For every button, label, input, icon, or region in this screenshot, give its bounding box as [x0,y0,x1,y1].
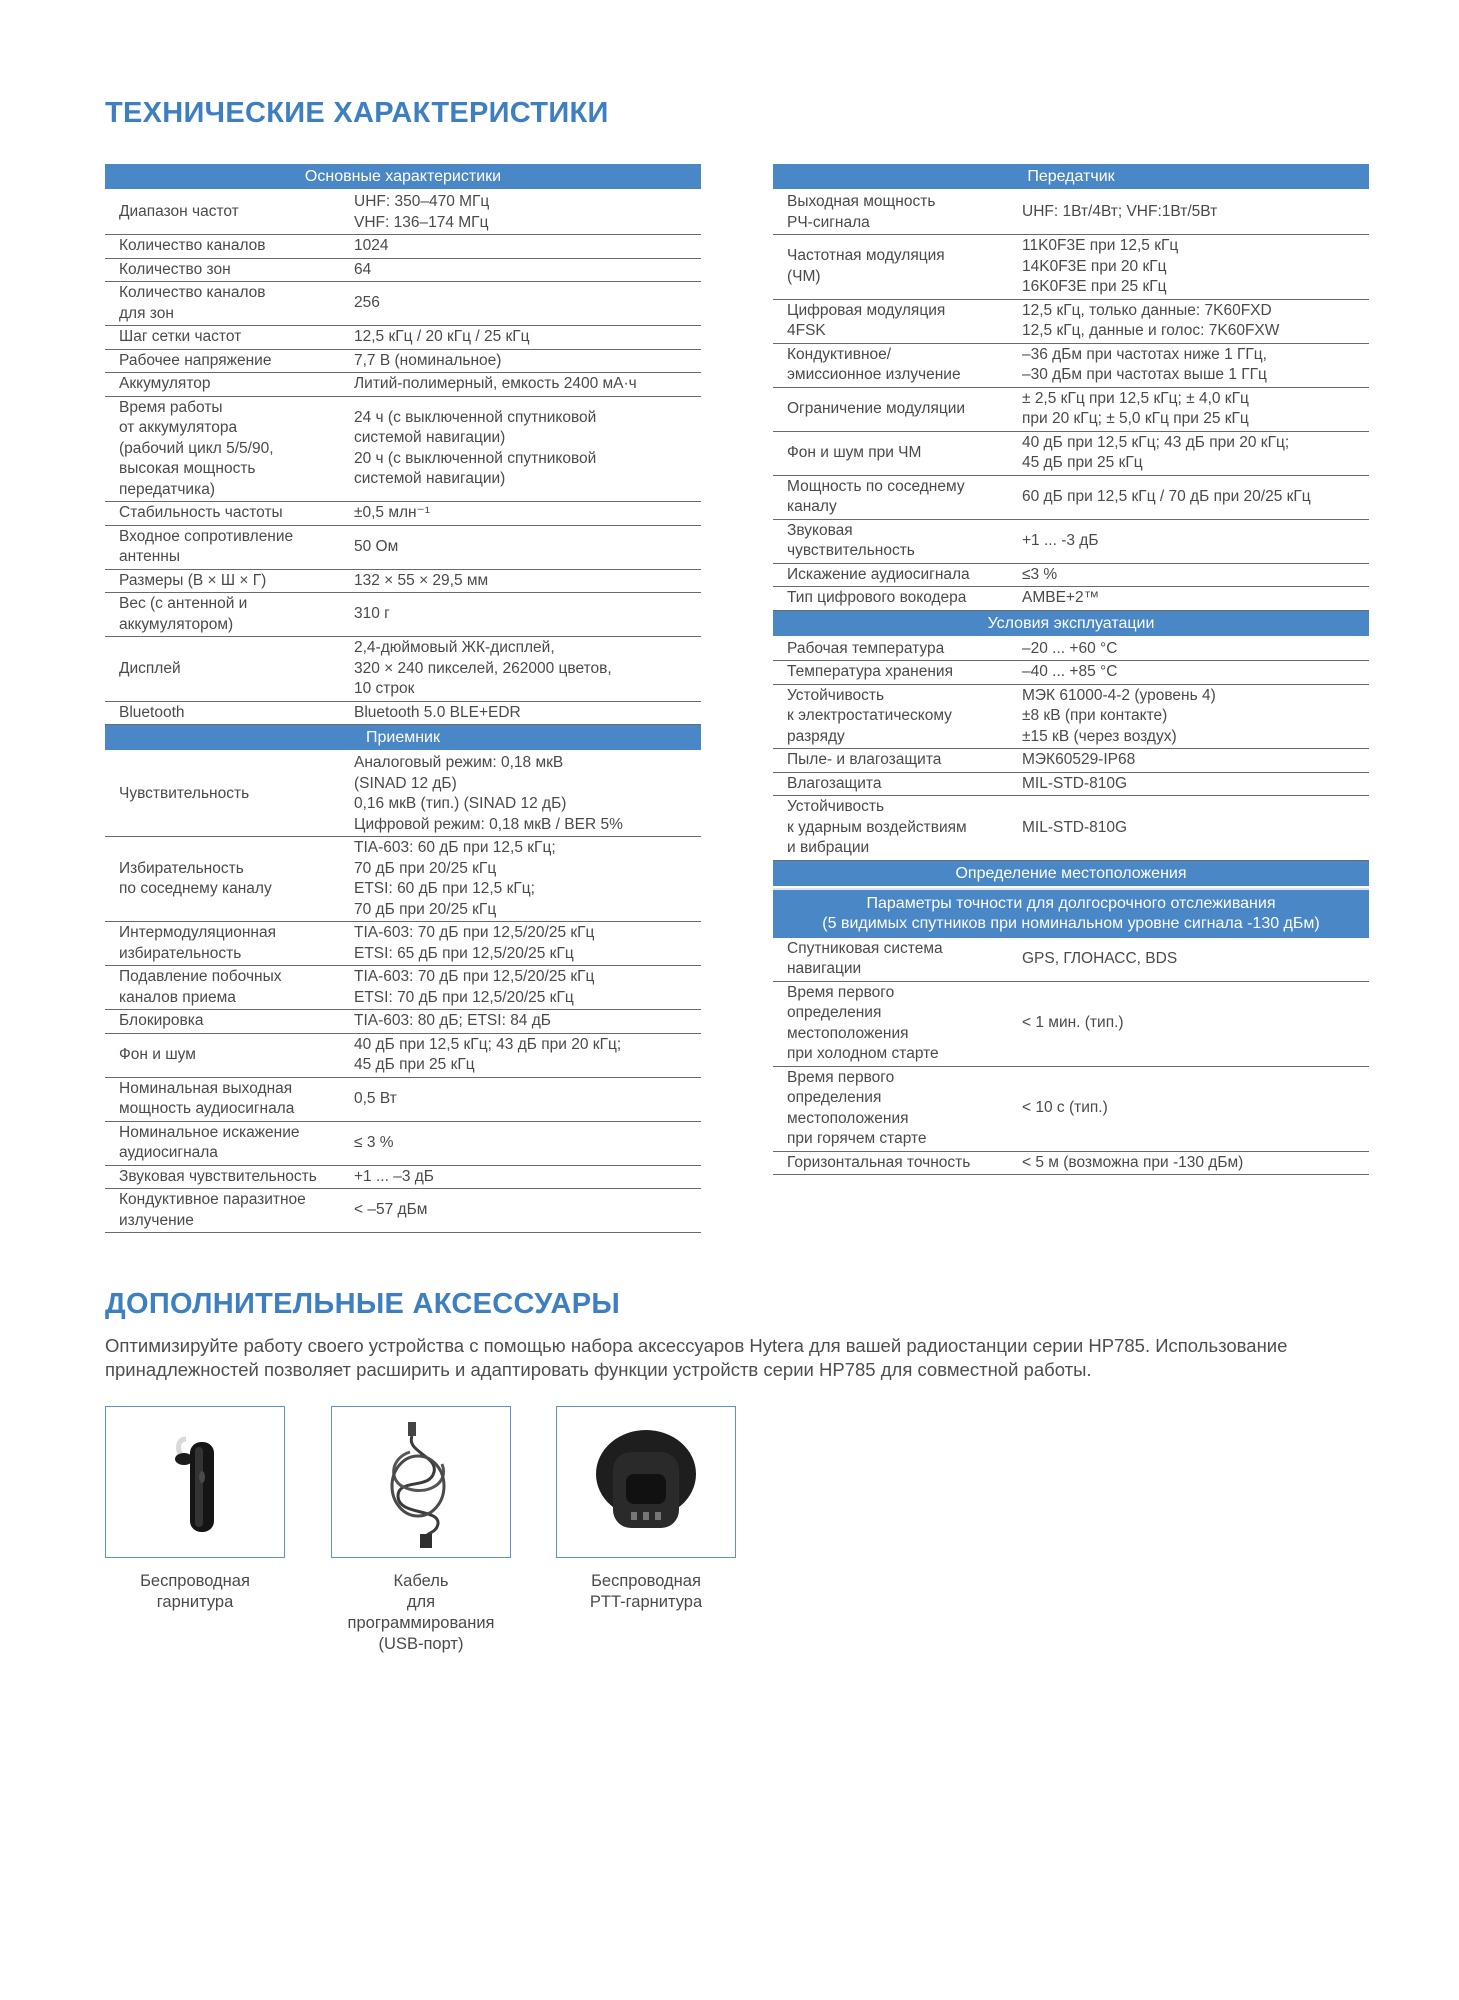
spec-value: 310 г [354,605,390,623]
spec-name: Рабочая температура [787,639,945,657]
table-environment [773,638,1369,861]
spec-value: –36 дБм при частотах ниже 1 ГГц, –30 дБм при частотах выше 1 ГГц [1022,345,1267,383]
table-row [105,526,701,570]
table-row [105,373,701,397]
table-row [105,259,701,283]
spec-name: Стабильность частоты [119,504,283,521]
spec-name: Номинальная выходная мощность аудиосигнала [119,1079,295,1117]
spec-name: Время работы от аккумулятора (рабочий цикл 5/5/90, высокая мощность передатчика) [119,398,274,498]
table-row [105,282,701,326]
section-header-transmitter: Передатчик [773,164,1369,191]
table-row [105,637,701,702]
section-header-location: Определение местоположения [773,861,1369,888]
spec-value: Литий-полимерный, емкость 2400 мА·ч [354,375,637,392]
spec-name: Аккумулятор [119,375,211,392]
table-row [773,587,1369,611]
spec-value: ≤ 3 % [354,1133,394,1151]
table-receiver [105,752,701,1233]
spec-value: 40 дБ при 12,5 кГц; 43 дБ при 20 кГц; 45 дБ при 25 кГц [354,1035,622,1073]
spec-name: Входное сопротивление антенны [119,527,294,565]
spec-name: Рабочее напряжение [119,351,272,369]
table-row [773,300,1369,344]
table-row [105,350,701,374]
spec-value: TIA-603: 70 дБ при 12,5/20/25 кГц ETSI: 65 дБ при 12,5/20/25 кГц [354,924,595,962]
spec-value: 64 [354,260,372,278]
spec-name: Bluetooth [119,703,185,721]
spec-name: Температура хранения [787,663,953,680]
spec-name: Ограничение модуляции [787,399,966,417]
specs-column-right [773,164,1369,1175]
spec-value: AMBE+2™ [1022,589,1100,606]
spec-name: Цифровая модуляция 4FSK [787,301,946,339]
table-row [105,502,701,526]
spec-name: Тип цифрового вокодера [787,589,967,606]
table-row [105,326,701,350]
spec-value: +1 ... -3 дБ [1022,531,1099,549]
spec-value: MIL-STD-810G [1022,774,1128,792]
section-header-main: Основные характеристики [105,164,701,191]
spec-name: Время первого определения местоположения при горячем старте [787,1068,927,1147]
spec-value: Аналоговый режим: 0,18 мкВ (SINAD 12 дБ) 0,16 мкВ (тип.) (SINAD 12 дБ) Цифровой режим: 0,18 мкВ / BER 5% [354,754,623,833]
table-row [105,191,701,235]
spec-value: 40 дБ при 12,5 кГц; 43 дБ при 20 кГц; 45 дБ при 25 кГц [1022,433,1290,471]
table-row [773,638,1369,662]
spec-value: 256 [354,294,380,312]
spec-name: Кондуктивное/ эмиссионное излучение [787,345,961,383]
spec-value: 24 ч (с выключенной спутниковой системой навигации) 20 ч (с выключенной спутниковой системой навигации) [354,408,597,488]
table-row [773,235,1369,300]
table-row [773,432,1369,476]
table-row [773,982,1369,1067]
spec-name: Время первого определения местоположения при холодном старте [787,983,939,1062]
spec-name: Блокировка [119,1012,204,1029]
table-row [773,1152,1369,1176]
section-header-receiver: Приемник [105,725,701,752]
table-row [773,344,1369,388]
spec-value: 132 × 55 × 29,5 мм [354,571,489,589]
table-row [773,520,1369,564]
spec-value: < 10 с (тип.) [1022,1099,1108,1117]
spec-value: MIL-STD-810G [1022,818,1128,836]
spec-name: Размеры (В × Ш × Г) [119,571,267,589]
spec-name: Звуковая чувствительность [119,1167,317,1185]
spec-value: 60 дБ при 12,5 кГц / 70 дБ при 20/25 кГц [1022,487,1311,505]
spec-name: Спутниковая система навигации [787,939,943,977]
section-header-environment: Условия эксплуатации [773,611,1369,638]
table-row [105,702,701,726]
table-main [105,191,701,725]
table-row [773,685,1369,750]
spec-value: 12,5 кГц, только данные: 7K60FXD 12,5 кГц, данные и голос: 7K60FXW [1022,301,1280,339]
table-row [105,570,701,594]
table-row [105,837,701,922]
table-row [105,752,701,837]
table-location [773,938,1369,1176]
spec-name: Количество каналов для зон [119,284,266,322]
spec-value: GPS, ГЛОНАСС, BDS [1022,949,1178,967]
accessories-intro: Оптимизируйте работу своего устройства с помощью набора аксессуаров Hytera для вашей радиостанции серии HP785. Использование принадлежностей позволяет расширить и адаптировать функции устройств серии HP785 для совместной работы. [105,1335,1288,1380]
table-row [105,1034,701,1078]
table-row [773,564,1369,588]
spec-value: –40 ... +85 °C [1022,663,1118,680]
spec-value: TIA-603: 60 дБ при 12,5 кГц; 70 дБ при 20/25 кГц ETSI: 60 дБ при 12,5 кГц; 70 дБ при 20/25 кГц [354,839,556,918]
spec-name: Звуковая чувствительность [787,521,915,559]
spec-value: 50 Ом [354,537,399,555]
accessory-caption-headset: Беспроводная гарнитура [140,1572,250,1611]
table-row [105,593,701,637]
spec-value: МЭК 61000-4-2 (уровень 4) ±8 кВ (при контакте) ±15 кВ (через воздух) [1022,686,1216,745]
spec-value: ± 2,5 кГц при 12,5 кГц; ± 4,0 кГц при 20 кГц; ± 5,0 кГц при 25 кГц [1022,389,1249,427]
spec-value: 11K0F3E при 12,5 кГц 14K0F3E при 20 кГц 16K0F3E при 25 кГц [1022,237,1179,295]
spec-name: Горизонтальная точность [787,1153,971,1171]
spec-name: Кондуктивное паразитное излучение [119,1191,306,1229]
spec-name: Фон и шум при ЧМ [787,443,922,461]
spec-value: 2,4-дюймовый ЖК-дисплей, 320 × 240 пикселей, 262000 цветов, 10 строк [354,639,612,697]
spec-value: UHF: 1Вт/4Вт; VHF:1Вт/5Вт [1022,203,1218,221]
spec-value: +1 ... –3 дБ [354,1167,434,1185]
table-row [105,397,701,503]
spec-value: ±0,5 млн⁻¹ [354,504,430,521]
spec-value: < –57 дБм [354,1201,428,1219]
spec-value: 1024 [354,237,389,254]
spec-name: Интермодуляционная избирательность [119,924,276,962]
spec-name: Искажение аудиосигнала [787,565,970,583]
accessory-caption-cable: Кабель для программирования (USB-порт) [347,1572,495,1653]
table-row [773,191,1369,235]
table-row [773,661,1369,685]
table-row [773,388,1369,432]
spec-name: Пыле- и влагозащита [787,751,942,768]
table-row [773,749,1369,773]
specs-column-left [105,164,701,1233]
table-row [773,476,1369,520]
table-row [105,966,701,1010]
table-row [105,1189,701,1233]
table-row [105,1010,701,1034]
spec-value: ≤3 % [1022,565,1058,583]
spec-value: 0,5 Вт [354,1089,397,1107]
spec-value: < 1 мин. (тип.) [1022,1014,1124,1032]
spec-value: < 5 м (возможна при -130 дБм) [1022,1153,1244,1171]
table-transmitter [773,191,1369,611]
spec-name: Частотная модуляция (ЧМ) [787,247,945,285]
spec-value: TIA-603: 80 дБ; ETSI: 84 дБ [354,1012,551,1029]
spec-value: TIA-603: 70 дБ при 12,5/20/25 кГц ETSI: 70 дБ при 12,5/20/25 кГц [354,968,595,1006]
spec-value: UHF: 350–470 МГц VHF: 136–174 МГц [354,193,490,231]
wireless-headset-image [105,1406,285,1558]
page-title-accessories: ДОПОЛНИТЕЛЬНЫЕ АКСЕССУАРЫ [105,1288,621,1320]
spec-name: Избирательность по соседнему каналу [119,859,272,897]
table-row [773,773,1369,797]
spec-name: Шаг сетки частот [119,328,242,345]
usb-cable-image [331,1406,511,1558]
spec-value: МЭК60529-IP68 [1022,751,1136,768]
spec-name: Выходная мощность РЧ-сигнала [787,193,936,231]
spec-name: Количество зон [119,260,231,278]
table-row [773,938,1369,982]
table-row [105,1122,701,1166]
spec-name: Количество каналов [119,237,266,254]
table-row [105,235,701,259]
spec-value: 12,5 кГц / 20 кГц / 25 кГц [354,328,530,345]
spec-name: Номинальное искажение аудиосигнала [119,1123,300,1161]
spec-name: Вес (с антенной и аккумулятором) [119,595,248,633]
spec-name: Влагозащита [787,774,882,792]
spec-value: 7,7 В (номинальное) [354,351,502,369]
spec-name: Мощность по соседнему каналу [787,477,965,515]
spec-name: Устойчивость к ударным воздействиям и вибрации [787,798,967,856]
section-subheader-location: Параметры точности для долгосрочного отслеживания (5 видимых спутников при номинальном уровне сигнала -130 дБм) [773,888,1369,938]
spec-name: Подавление побочных каналов приема [119,968,282,1006]
table-row [105,1078,701,1122]
spec-name: Дисплей [119,659,181,677]
ptt-device-image [556,1406,736,1558]
table-row [105,1166,701,1190]
table-row [105,922,701,966]
spec-name: Устойчивость к электростатическому разряду [787,686,952,745]
spec-value: –20 ... +60 °C [1022,639,1118,657]
spec-name: Диапазон частот [119,203,239,221]
spec-value: Bluetooth 5.0 BLE+EDR [354,703,521,721]
page-title-specs: ТЕХНИЧЕСКИЕ ХАРАКТЕРИСТИКИ [105,97,609,129]
table-row [773,796,1369,861]
spec-name: Чувствительность [119,784,250,802]
spec-name: Фон и шум [119,1045,196,1063]
accessory-caption-ptt: Беспроводная PTT-гарнитура [589,1572,703,1611]
table-row [773,1067,1369,1152]
